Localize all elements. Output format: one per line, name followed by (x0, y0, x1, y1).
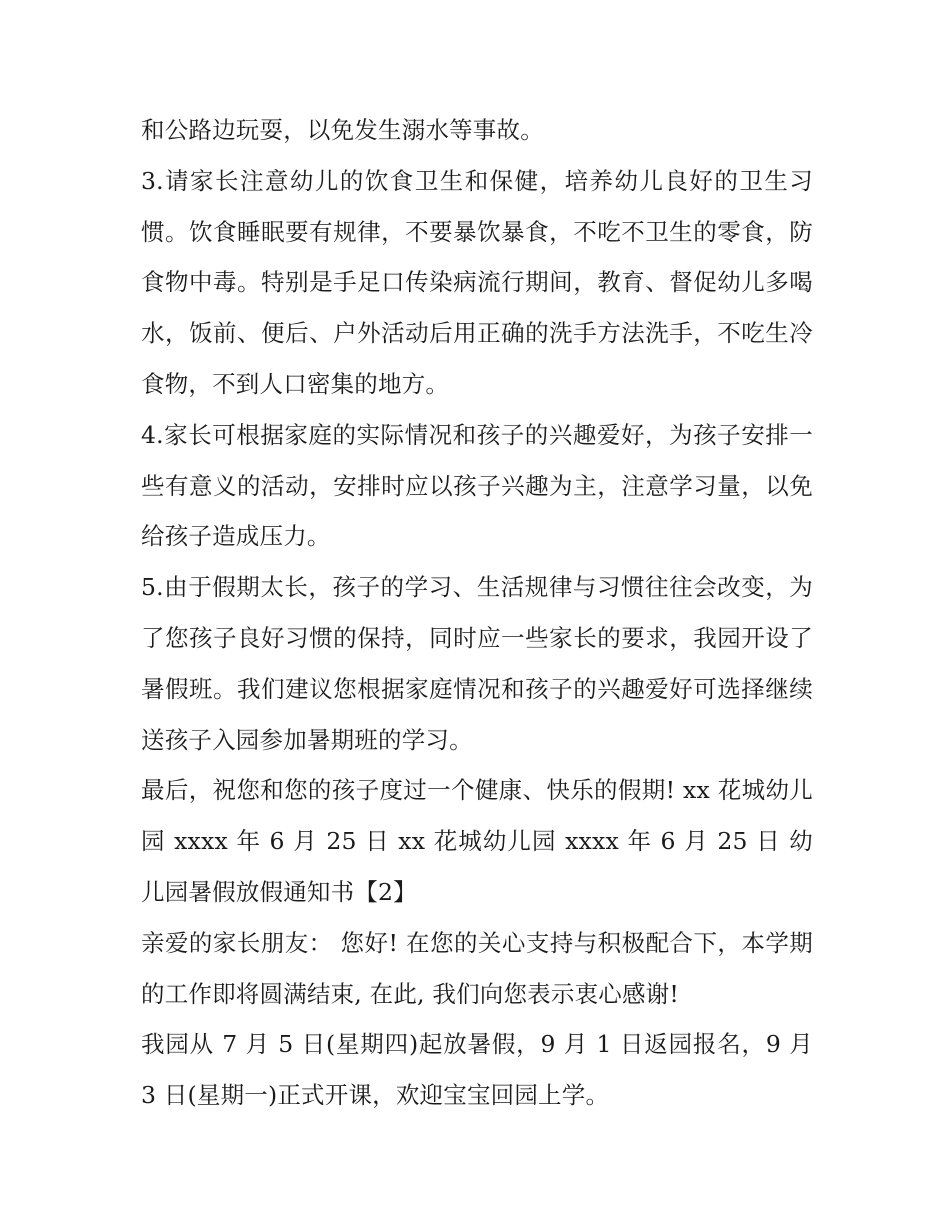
paragraph-item-5-summer-class: 5.由于假期太长，孩子的学习、生活规律与习惯往往会改变，为了您孩子良好习惯的保持，同时应一些家长的要求，我园开设了暑假班。我们建议您根据家庭情况和孩子的兴趣爱好可选择继续送孩子入园参加暑期班的学习。 (141, 573, 813, 754)
paragraph-holiday-dates: 我园从 7 月 5 日(星期四)起放暑假，9 月 1 日返园报名，9 月 3 日(星期一)正式开课，欢迎宝宝回园上学。 (141, 1030, 813, 1110)
document-body (141, 105, 813, 1121)
paragraph-drowning-warning: 和公路边玩耍，以免发生溺水等事故。 (141, 116, 544, 144)
paragraph-greeting: 亲爱的家长朋友： 您好! 在您的关心支持与积极配合下，本学期的工作即将圆满结束, 在此, 我们向您表示衷心感谢! (141, 928, 813, 1008)
paragraph-item-3-hygiene: 3.请家长注意幼儿的饮食卫生和保健，培养幼儿良好的卫生习惯。饮食睡眠要有规律，不要暴饮暴食，不吃不卫生的零食，防食物中毒。特别是手足口传染病流行期间，教育、督促幼儿多喝水，饭前、便后、户外活动后用正确的洗手方法洗手，不吃生冷食物，不到人口密集的地方。 (141, 166, 813, 398)
paragraph-item-4-activities: 4.家长可根据家庭的实际情况和孩子的兴趣爱好，为孩子安排一些有意义的活动，安排时应以孩子兴趣为主，注意学习量，以免给孩子造成压力。 (141, 420, 813, 551)
paragraph-closing-and-heading: 最后，祝您和您的孩子度过一个健康、快乐的假期! xx 花城幼儿园 xxxx 年 6 月 25 日 xx 花城幼儿园 xxxx 年 6 月 25 日 幼儿园暑假放假通知书【2】 (141, 776, 813, 906)
